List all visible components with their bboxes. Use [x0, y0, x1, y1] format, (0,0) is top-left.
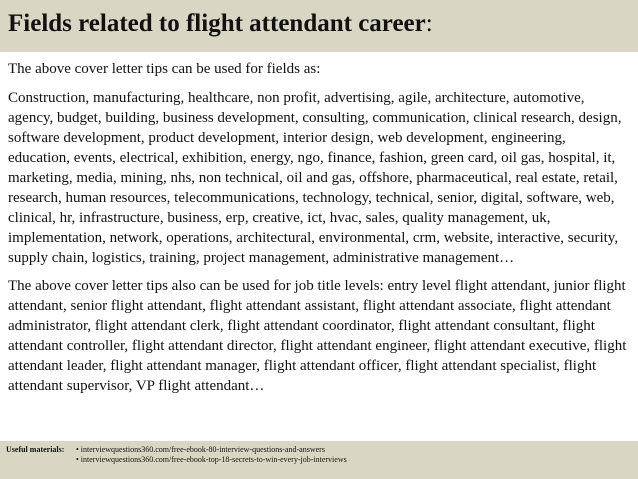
- title-colon: :: [425, 10, 433, 37]
- fields-paragraph: Construction, manufacturing, healthcare, non profit, advertising, agile, architecture, automotive, agency, budget, building, business development, consulting, communication, clinical research, design, software development, product development, interior design, web development, engineering, education, events, electrical, exhibition, energy, ngo, finance, fashion, green card, oil gas, hospital, it, marketing, media, mining, nhs, non technical, oil and gas, offshore, pharmaceutical, real estate, retail, research, human resources, telecommunications, technology, technical, senior, digital, software, web, clinical, hr, infrastructure, business, erp, creative, ict, hvac, sales, quality management, uk, implementation, network, operations, architectural, environmental, crm, website, interactive, security, supply chain, logistics, training, project management, administrative management…: [8, 90, 622, 266]
- footer-link-ebook-18-secrets[interactable]: • interviewquestions360.com/free-ebook-top-18-secrets-to-win-every-job-interviews: [76, 455, 347, 464]
- useful-materials-label: Useful materials:: [6, 445, 65, 454]
- title-bar: [0, 0, 638, 52]
- intro-text: The above cover letter tips can be used for fields as:: [8, 61, 321, 77]
- footer-row-1: [6, 445, 638, 455]
- footer-link-ebook-80-questions[interactable]: • interviewquestions360.com/free-ebook-80-interview-questions-and-answers: [76, 445, 325, 454]
- page-title: Fields related to flight attendant career: [8, 10, 426, 37]
- slide-content: [0, 52, 638, 396]
- job-levels-paragraph: The above cover letter tips also can be used for job title levels: entry level flight attendant, junior flight attendant, senior flight attendant, flight attendant assistant, flight attendant associate, flight attendant administrator, flight attendant clerk, flight attendant coordinator, flight attendant consultant, flight attendant controller, flight attendant director, flight attendant engineer, flight attendant executive, flight attendant leader, flight attendant manager, flight attendant officer, flight attendant specialist, flight attendant supervisor, VP flight attendant…: [8, 278, 627, 394]
- footer: [0, 441, 638, 479]
- footer-label-spacer: [6, 455, 76, 465]
- footer-row-2: [6, 455, 638, 465]
